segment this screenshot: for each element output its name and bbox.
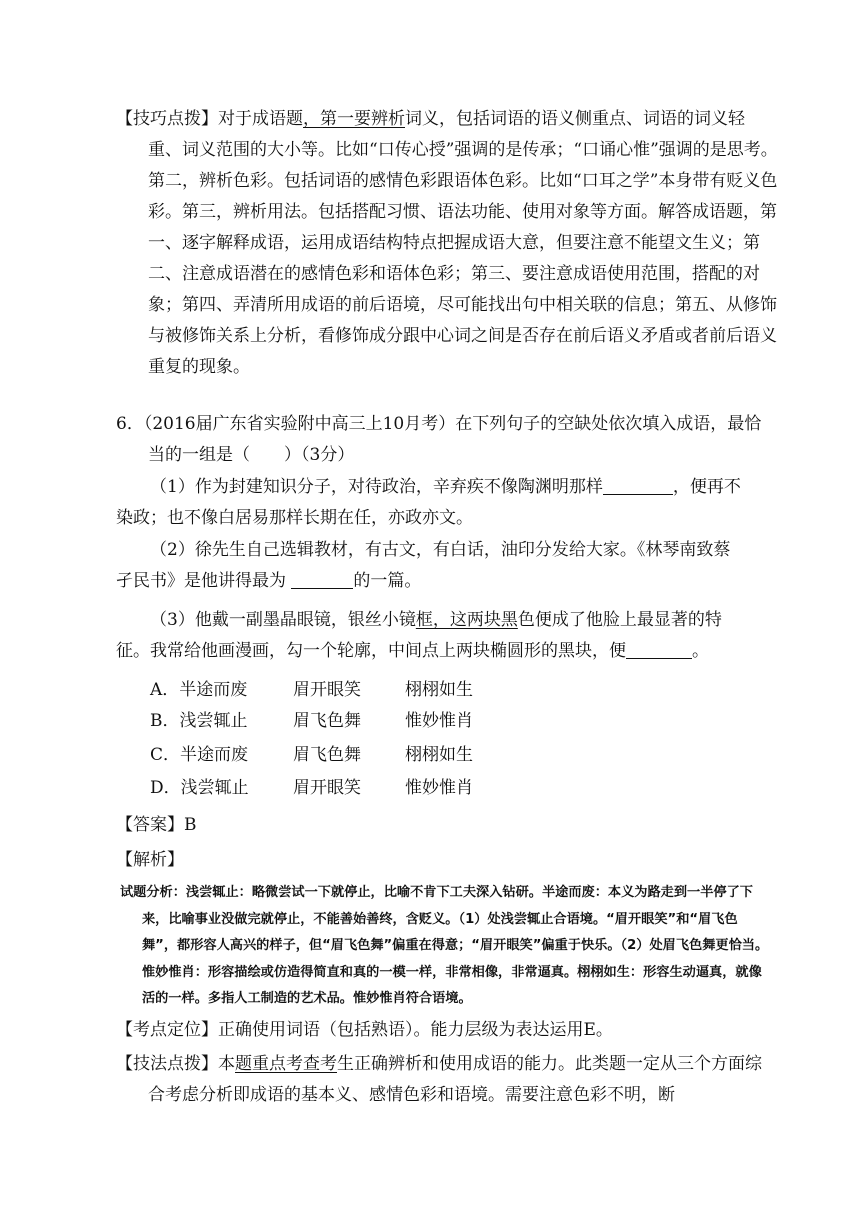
method-tips-heading: 【技法点拨】 — [116, 1054, 218, 1074]
tips-paragraph — [116, 104, 778, 383]
method-tips-paragraph — [116, 1049, 778, 1111]
option-d-word-3: 惟妙惟肖 — [405, 778, 473, 798]
tips-text-body: 词义，包括词语的语义侧重点、词语的词义轻重、词义范围的大小等。比如“口传心授”强调的是传承；“口诵心惟”强调的是思考。第二，辨析色彩。包括词语的感情色彩跟语体色彩。比如“口耳之学”本身带有贬义色彩。第三，辨析用法。包括搭配习惯、语法功能、使用对象等方面。解答成语题，第一、逐字解释成语，运用成语结构特点把握成语大意，但要注意不能望文生义；第二、注意成语潜在的感情色彩和语体色彩；第三、要注意成语使用范围，搭配的对象；第四、弄清所用成语的前后语境，尽可能找出句中相关联的信息；第五、从修饰与被修饰关系上分析，看修饰成分跟中心词之间是否存在前后语义矛盾或者前后语义重复的现象。 — [148, 109, 778, 377]
sentence-1-text: （1）作为封建知识分子，对待政治，辛弃疾不像陶渊明那样 — [150, 477, 603, 497]
option-c-word-3: 栩栩如生 — [405, 745, 473, 765]
option-a-label: A．半途而废 — [150, 680, 248, 700]
method-tips-lead: 本 — [218, 1054, 235, 1074]
answer-value: B — [184, 815, 197, 835]
sentence-1 — [116, 472, 746, 534]
sentence-3-tail: 。 — [692, 641, 709, 661]
tips-text-lead: 对于成语题 — [218, 109, 303, 129]
tips-heading: 【技巧点拨】 — [116, 109, 218, 129]
point-line — [116, 1015, 746, 1046]
sentence-3-body: 色便成了他脸上最显著的特征。我常给他画漫画，勾一个轮廓，中间点上两块椭圆形的黑块，便 — [116, 610, 722, 661]
option-d-word-2: 眉开眼笑 — [293, 778, 361, 798]
answer-line — [116, 810, 746, 841]
option-c-word-2: 眉飞色舞 — [293, 745, 361, 765]
sentence-3-underlined: 框，这两块黑 — [415, 610, 518, 630]
point-heading: 【考点定位】 — [116, 1020, 218, 1040]
method-tips-body: 生正确辨析和使用成语的能力。此类题一定从三个方面综合考虑分析即成语的基本义、感情色彩和语境。需要注意色彩不明，断 — [148, 1054, 762, 1105]
option-a — [150, 675, 750, 706]
option-b-word-3: 惟妙惟肖 — [405, 711, 473, 731]
sentence-2-tail: 的一篇。 — [353, 571, 422, 591]
method-tips-underlined: 题重点考查考 — [235, 1054, 337, 1074]
answer-blank-2 — [291, 570, 353, 589]
answer-heading: 【答案】 — [116, 815, 184, 835]
sentence-2 — [116, 535, 746, 597]
analysis-heading: 【解析】 — [116, 850, 184, 870]
question-stem: 6．（2016届广东省实验附中高三上10月考）在下列句子的空缺处依次填入成语，最恰当的一组是（ ）（3分） — [116, 414, 762, 465]
option-b-word-2: 眉飞色舞 — [293, 711, 361, 731]
sentence-3 — [116, 605, 746, 667]
option-c-label: C．半途而废 — [150, 745, 249, 765]
sentence-2-text: （2）徐先生自己选辑教材，有古文，有白话，油印分发给大家。《林琴南致蔡孑民书》是他讲得最为 — [116, 540, 731, 591]
option-b — [150, 706, 750, 737]
answer-blank-3 — [626, 640, 692, 659]
option-d-label: D．浅尝辄止 — [150, 778, 249, 798]
option-a-word-3: 栩栩如生 — [405, 680, 473, 700]
point-text: 正确使用词语（包括熟语）。能力层级为表达运用E。 — [218, 1020, 613, 1040]
tips-underlined-text: ，第一要辨析 — [303, 109, 405, 129]
option-c — [150, 740, 750, 771]
option-d — [150, 773, 750, 804]
option-b-label: B．浅尝辄止 — [150, 711, 248, 731]
sentence-3-text: （3）他戴一副墨晶眼镜，银丝小镜 — [150, 610, 416, 630]
analysis-text: 试题分析：浅尝辄止：略微尝试一下就停止，比喻不肯下工夫深入钻研。半途而废：本义为路走到一半停了下来，比喻事业没做完就停止，不能善始善终，含贬义。（1）处浅尝辄止合语境。“眉开眼笑”和“眉飞色舞”，都形容人高兴的样子，但“眉飞色舞”偏重在得意；“眉开眼笑”偏重于快乐。（2）处眉飞色舞更恰当。惟妙惟肖：形容描绘或仿造得简直和真的一模一样，非常相像，非常逼真。栩栩如生：形容生动逼真，就像活的一样。多指人工制造的艺术品。惟妙惟肖符合语境。 — [120, 885, 769, 1006]
option-a-word-2: 眉开眼笑 — [293, 680, 361, 700]
answer-blank-1 — [603, 476, 673, 495]
sentence-1-tail: ，便再不染政；也不像白居易那样长期在任，亦政亦文。 — [116, 477, 741, 528]
